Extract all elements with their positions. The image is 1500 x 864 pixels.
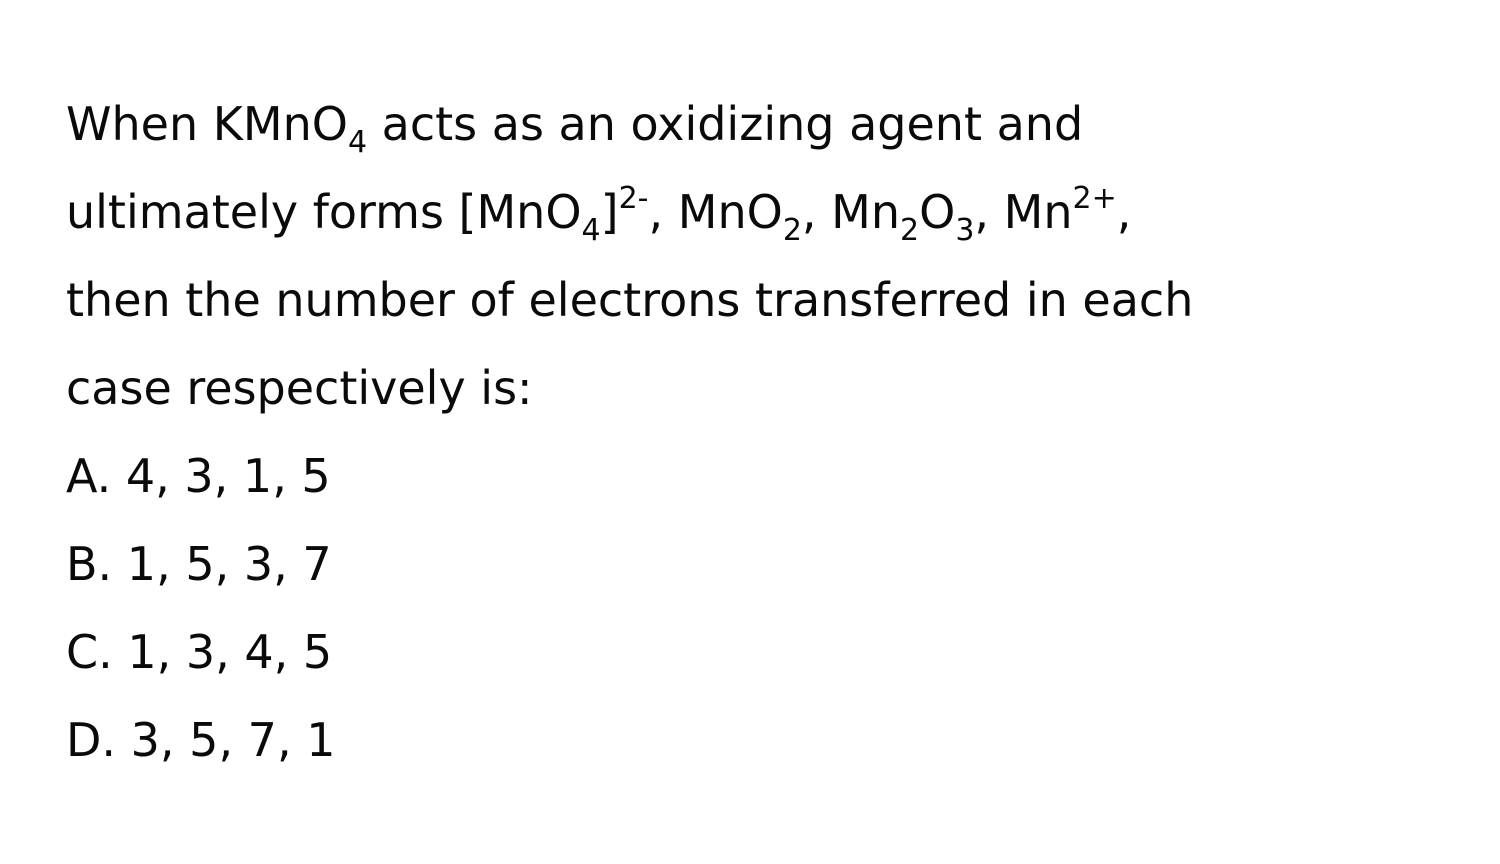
- question-line-4: case respectively is:: [66, 361, 533, 415]
- subscript: 2: [782, 213, 802, 248]
- question-text: When KMnO: [66, 97, 348, 151]
- option-c[interactable]: C. 1, 3, 4, 5: [66, 625, 333, 679]
- question-text: O: [919, 185, 956, 239]
- question-text: ,: [1116, 185, 1132, 239]
- option-d[interactable]: D. 3, 5, 7, 1: [66, 713, 336, 767]
- option-b[interactable]: B. 1, 5, 3, 7: [66, 537, 332, 591]
- superscript: 2-: [618, 181, 649, 216]
- subscript: 4: [581, 213, 601, 248]
- subscript: 3: [955, 213, 975, 248]
- option-a[interactable]: A. 4, 3, 1, 5: [66, 449, 331, 503]
- question-line-3: then the number of electrons transferred in each: [66, 273, 1194, 327]
- subscript: 4: [347, 125, 368, 160]
- question-text: , Mn: [801, 185, 900, 239]
- question-text: , Mn: [974, 185, 1073, 239]
- question-line-1: [66, 80, 1446, 168]
- question-text: acts as an oxidizing agent and: [367, 97, 1084, 151]
- question-text: , MnO: [648, 185, 783, 239]
- question-text: ]: [600, 185, 619, 239]
- subscript: 2: [900, 213, 920, 248]
- question-line-2: [66, 168, 1446, 256]
- question-text: ultimately forms [MnO: [66, 185, 582, 239]
- question-block: [66, 80, 1446, 784]
- superscript: 2+: [1072, 181, 1117, 216]
